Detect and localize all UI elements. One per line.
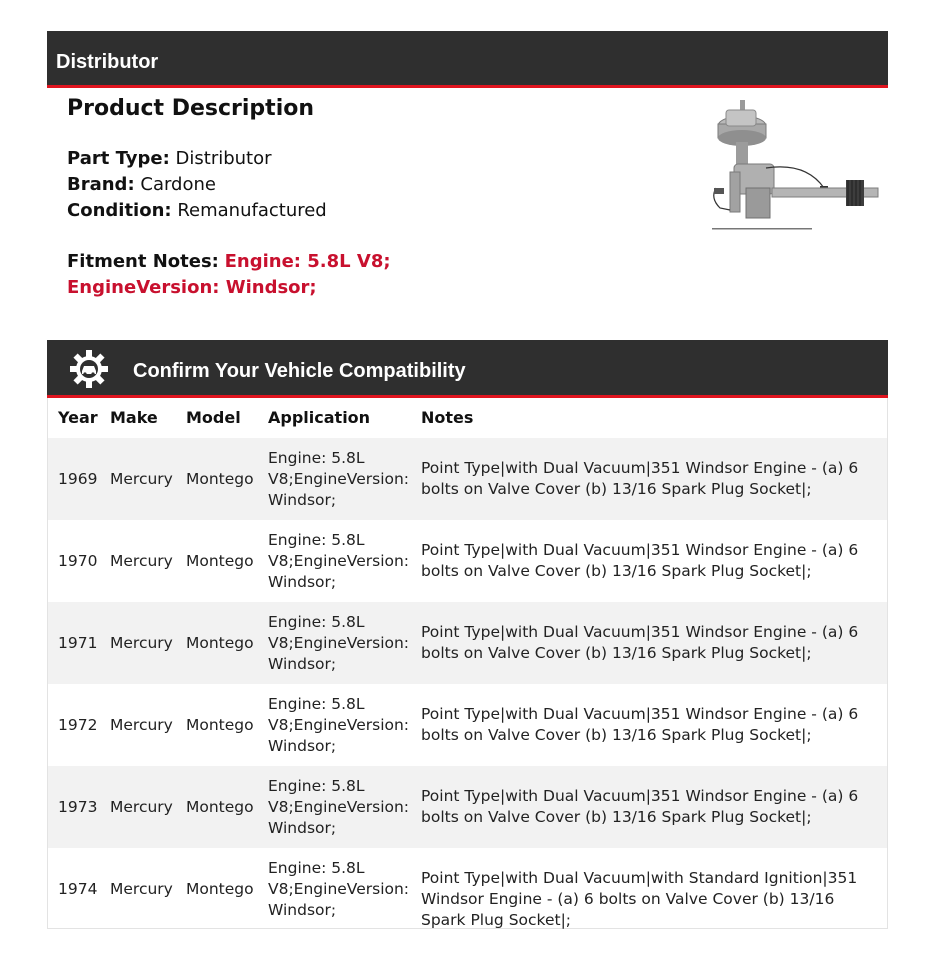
part-type-label: Part Type: (67, 148, 170, 169)
cell-year: 1970 (58, 552, 98, 570)
table-header (48, 398, 887, 438)
cell-notes: Point Type|with Dual Vacuum|351 Windsor Engine - (a) 6 bolts on Valve Cover (b) 13/16 Spark Plug Socket|; (421, 787, 859, 826)
cell-notes: Point Type|with Dual Vacuum|351 Windsor Engine - (a) 6 bolts on Valve Cover (b) 13/16 Spark Plug Socket|; (421, 541, 859, 580)
cell-model: Montego (186, 470, 254, 488)
column-header-year: Year (58, 408, 98, 427)
fitment-engine: Engine: 5.8L V8; (224, 251, 391, 272)
table-row (48, 766, 887, 848)
table-row (48, 848, 887, 930)
cell-model: Montego (186, 634, 254, 652)
cell-notes: Point Type|with Dual Vacuum|351 Windsor Engine - (a) 6 bolts on Valve Cover (b) 13/16 Spark Plug Socket|; (421, 705, 859, 744)
cell-notes: Point Type|with Dual Vacuum|351 Windsor Engine - (a) 6 bolts on Valve Cover (b) 13/16 Spark Plug Socket|; (421, 459, 859, 498)
cell-year: 1972 (58, 716, 98, 734)
part-type-value: Distributor (175, 148, 272, 169)
part-type-line (67, 146, 272, 172)
cell-model: Montego (186, 716, 254, 734)
compatibility-table (47, 398, 888, 929)
cell-application: Engine: 5.8L V8;EngineVersion: Windsor; (268, 859, 410, 919)
cell-year: 1974 (58, 880, 98, 898)
cell-application: Engine: 5.8L V8;EngineVersion: Windsor; (268, 695, 410, 755)
column-header-make: Make (110, 408, 158, 427)
table-row (48, 684, 887, 766)
column-header-notes: Notes (421, 408, 474, 427)
cell-model: Montego (186, 880, 254, 898)
cell-make: Mercury (110, 880, 173, 898)
cell-year: 1973 (58, 798, 98, 816)
fitment-label: Fitment Notes: (67, 251, 219, 272)
cell-make: Mercury (110, 634, 173, 652)
table-row (48, 438, 887, 520)
cell-application: Engine: 5.8L V8;EngineVersion: Windsor; (268, 777, 410, 837)
cell-make: Mercury (110, 798, 173, 816)
fitment-version-line (67, 275, 317, 301)
brand-value: Cardone (140, 174, 216, 195)
title-bar (47, 31, 888, 88)
cell-application: Engine: 5.8L V8;EngineVersion: Windsor; (268, 449, 410, 509)
column-header-model: Model (186, 408, 241, 427)
cell-make: Mercury (110, 716, 173, 734)
cell-notes: Point Type|with Dual Vacuum|with Standard Ignition|351 Windsor Engine - (a) 6 bolts on Valve Cover (b) 13/16 Spark Plug Socket|; (421, 869, 858, 929)
condition-label: Condition: (67, 200, 172, 221)
fitment-engine-version: EngineVersion: Windsor; (67, 277, 317, 298)
table-row (48, 520, 887, 602)
cell-make: Mercury (110, 552, 173, 570)
condition-line (67, 198, 327, 224)
distributor-product-image (706, 98, 886, 236)
brand-line (67, 172, 216, 198)
cell-model: Montego (186, 798, 254, 816)
fitment-line (67, 249, 391, 275)
brand-label: Brand: (67, 174, 135, 195)
condition-value: Remanufactured (177, 200, 327, 221)
cell-model: Montego (186, 552, 254, 570)
cell-year: 1969 (58, 470, 98, 488)
cell-notes: Point Type|with Dual Vacuum|351 Windsor Engine - (a) 6 bolts on Valve Cover (b) 13/16 Spark Plug Socket|; (421, 623, 859, 662)
column-header-application: Application (268, 408, 371, 427)
product-description-heading: Product Description (67, 96, 315, 121)
cell-application: Engine: 5.8L V8;EngineVersion: Windsor; (268, 613, 410, 673)
cell-year: 1971 (58, 634, 98, 652)
cell-application: Engine: 5.8L V8;EngineVersion: Windsor; (268, 531, 410, 591)
gear-car-icon (69, 349, 109, 389)
compatibility-title: Confirm Your Vehicle Compatibility (133, 360, 466, 382)
cell-make: Mercury (110, 470, 173, 488)
compatibility-bar (47, 340, 888, 398)
table-row (48, 602, 887, 684)
page-title: Distributor (56, 51, 159, 73)
